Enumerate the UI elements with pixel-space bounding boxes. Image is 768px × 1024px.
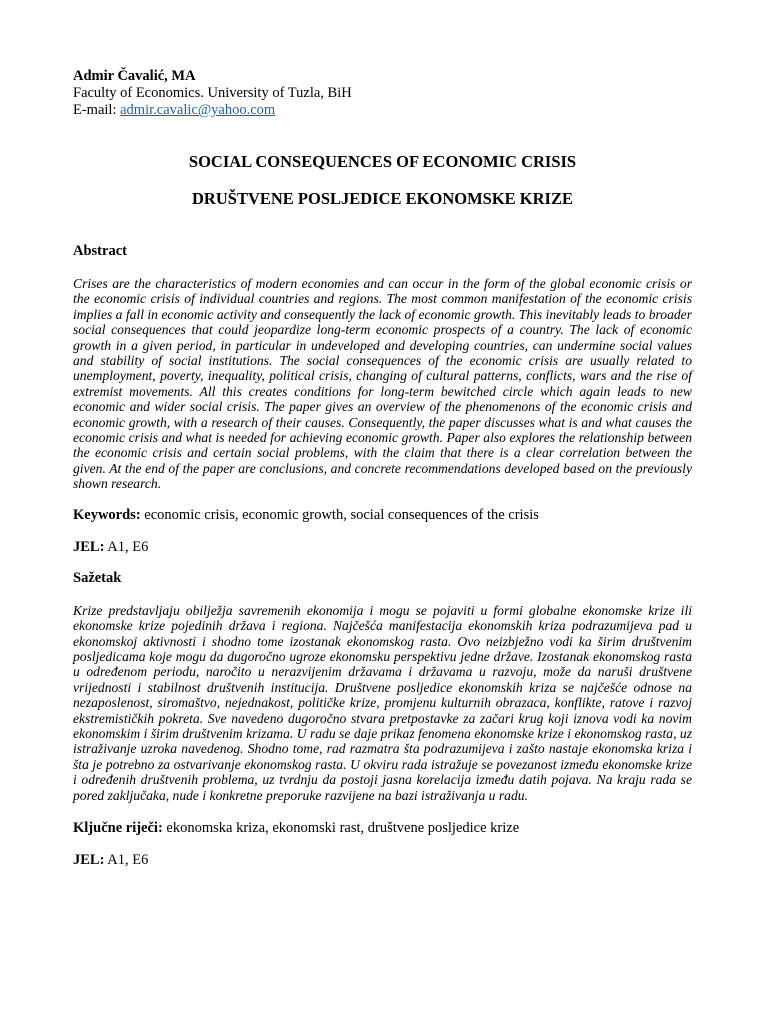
email-label: E-mail:: [73, 102, 121, 118]
kljucne-rijeci-label: Ključne riječi:: [73, 819, 163, 836]
sazetak-body: Krize predstavljaju obilježja savremenih ekonomija i mogu se pojaviti u formi globalne ekonomske krize ili ekonomske krize pojedinih država i regiona. Najčešća manifestacija ekonomskih kriza podrazumijeva pad u ekonomskoj aktivnosti i shodno tome izostanak ekonomskog rasta. Ovo neizbježno vodi ka širim društvenim posljedicama koje mogu da dugoročno ugroze ekonomsku perspektivu jedne države. Izostanak ekonomskog rasta u određenom periodu, naročito u nerazvijenim državama i državama u razvoju, može da naruši društvene vrijednosti i stabilnost društvenih institucija. Društvene posljedice ekonomskih kriza se najčešće odnose na nezaposlenost, siromaštvo, nejednakost, političke krize, promjenu kulturnih obrazaca, konflikte, ratove i razvoj ekstremističkih pokreta. Sve navedeno dugoročno stvara pretpostavke za začari krug koji iznova vodi ka novim ekonomskim i širim društvenim krizama. U radu se daje prikaz fenomena ekonomske krize i ekonomskog rasta, uz istraživanje uzroka navedenog. Shodno tome, rad razmatra šta podrazumijeva i zašto nastaje ekonomska kriza i šta je potrebno za ostvarivanje ekonomskog rasta. U okviru rada istražuje se povezanost između ekonomske krize i određenih društvenih problema, uz tvrdnju da postoji jasna korelacija između datih pojava. Na kraju rada se pored zaključaka, nude i konkretne preporuke razvijene na bazi istraživanja u radu.: [73, 602, 692, 803]
jel-value-bosnian: A1, E6: [104, 851, 149, 868]
abstract-heading: Abstract: [73, 243, 127, 259]
keywords-line: [73, 506, 692, 524]
abstract-body: Crises are the characteristics of modern economies and can occur in the form of the global economic crisis or the economic crisis of individual countries and regions. The most common manifestation of the economic crisis implies a fall in economic activity and consequently the lack of economic growth. This inevitably leads to broader social consequences that could jeopardize long-term economic prospects of a country. The lack of economic growth in a given period, in particular in undeveloped and developing countries, can undermine social values and stability of social institutions. The social consequences of the economic crisis are usually related to unemployment, poverty, inequality, political crisis, changing of cultural patterns, conflicts, wars and the rise of extremist movements. All this creates conditions for long-term bewitched circle which again leads to new economic and wider social crisis. The paper gives an overview of the phenomenons of the economic crisis and economic growth, with a research of their causes. Consequently, the paper discusses what is and what causes the economic crisis and what is needed for achieving economic growth. Paper also explores the relationship between the economic crisis and certain social problems, with the claim that there is a clear correlation between the given. At the end of the paper are conclusions, and concrete recommendations developed based on the previously shown research.: [73, 276, 692, 492]
author-name: Admir Čavalić, MA: [73, 68, 196, 84]
keywords-value: economic crisis, economic growth, social consequences of the crisis: [140, 506, 539, 523]
author-email-line: [73, 102, 692, 119]
jel-line: [73, 538, 692, 556]
author-affiliation: Faculty of Economics. University of Tuzla, BiH: [73, 85, 352, 101]
keywords-label: Keywords:: [73, 506, 141, 523]
jel-label-bosnian: JEL:: [73, 851, 105, 868]
jel-label: JEL:: [73, 538, 105, 555]
kljucne-rijeci-line: [73, 819, 692, 837]
paper-title-english: SOCIAL CONSEQUENCES OF ECONOMIC CRISIS: [188, 152, 577, 171]
author-block: [73, 68, 692, 119]
email-link[interactable]: admir.cavalic@yahoo.com: [120, 102, 276, 118]
jel-line-bosnian: [73, 851, 692, 869]
document-page: [73, 68, 692, 869]
kljucne-rijeci-value: ekonomska kriza, ekonomski rast, društvene posljedice krize: [162, 819, 520, 836]
sazetak-heading: Sažetak: [73, 569, 122, 586]
jel-value: A1, E6: [104, 538, 149, 555]
paper-title-bosnian: DRUŠTVENE POSLJEDICE EKONOMSKE KRIZE: [192, 189, 573, 208]
